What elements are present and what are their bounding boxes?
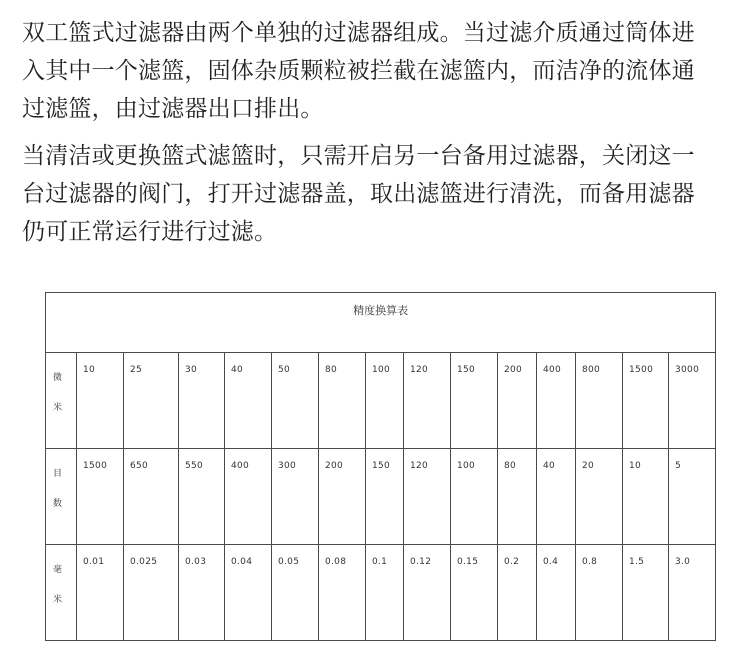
table-cell: 40 bbox=[225, 353, 272, 449]
row-header bbox=[46, 449, 77, 545]
table-cell: 0.2 bbox=[498, 545, 537, 641]
row-header-char: 米 bbox=[53, 403, 63, 413]
table-cell: 100 bbox=[451, 449, 498, 545]
precision-conversion-table bbox=[45, 292, 716, 641]
table-cell: 0.05 bbox=[272, 545, 319, 641]
table-cell: 400 bbox=[225, 449, 272, 545]
paragraph-cleaning bbox=[22, 137, 742, 251]
table-cell: 25 bbox=[124, 353, 179, 449]
row-header-char: 米 bbox=[53, 595, 63, 605]
table-cell: 200 bbox=[498, 353, 537, 449]
table-cell: 30 bbox=[179, 353, 225, 449]
table-cell: 0.025 bbox=[124, 545, 179, 641]
table-cell: 80 bbox=[319, 353, 366, 449]
table-cell: 400 bbox=[537, 353, 576, 449]
table-cell: 1.5 bbox=[623, 545, 669, 641]
paragraph-line: 入其中一个滤篮，固体杂质颗粒被拦截在滤篮内，而洁净的流体通 bbox=[22, 58, 695, 84]
micron-row bbox=[46, 353, 716, 449]
paragraph-line: 仍可正常运行进行过滤。 bbox=[22, 219, 278, 245]
table-cell: 10 bbox=[623, 449, 669, 545]
table-cell: 50 bbox=[272, 353, 319, 449]
mesh-row bbox=[46, 449, 716, 545]
row-header-char: 毫 bbox=[53, 565, 63, 575]
table-cell: 550 bbox=[179, 449, 225, 545]
table-cell: 120 bbox=[404, 449, 451, 545]
table-cell: 5 bbox=[669, 449, 716, 545]
row-header-char: 微 bbox=[53, 373, 63, 383]
table-cell: 3.0 bbox=[669, 545, 716, 641]
table-cell: 200 bbox=[319, 449, 366, 545]
table-cell: 0.04 bbox=[225, 545, 272, 641]
row-header-char: 数 bbox=[53, 499, 63, 509]
table-cell: 650 bbox=[124, 449, 179, 545]
paragraph-intro bbox=[22, 14, 742, 128]
table-cell: 150 bbox=[366, 449, 404, 545]
paragraph-line: 当清洁或更换篮式滤篮时，只需开启另一台备用过滤器，关闭这一 bbox=[22, 143, 695, 169]
table-cell: 0.08 bbox=[319, 545, 366, 641]
paragraph-line: 过滤篮，由过滤器出口排出。 bbox=[22, 96, 324, 122]
table-cell: 0.03 bbox=[179, 545, 225, 641]
row-header-char: 目 bbox=[53, 469, 63, 479]
table-cell: 10 bbox=[77, 353, 124, 449]
table-cell: 40 bbox=[537, 449, 576, 545]
table-cell: 100 bbox=[366, 353, 404, 449]
table-title: 精度换算表 bbox=[46, 293, 716, 353]
table-cell: 800 bbox=[576, 353, 623, 449]
table-cell: 1500 bbox=[623, 353, 669, 449]
row-header bbox=[46, 545, 77, 641]
paragraph-line: 台过滤器的阀门，打开过滤器盖，取出滤篮进行清洗，而备用滤器 bbox=[22, 181, 695, 207]
table-cell: 80 bbox=[498, 449, 537, 545]
table-cell: 0.12 bbox=[404, 545, 451, 641]
table-cell: 120 bbox=[404, 353, 451, 449]
paragraph-line: 双工篮式过滤器由两个单独的过滤器组成。当过滤介质通过筒体进 bbox=[22, 20, 695, 46]
table-cell: 0.4 bbox=[537, 545, 576, 641]
table-cell: 0.8 bbox=[576, 545, 623, 641]
table-cell: 1500 bbox=[77, 449, 124, 545]
table-cell: 0.01 bbox=[77, 545, 124, 641]
table-cell: 0.1 bbox=[366, 545, 404, 641]
table-cell: 150 bbox=[451, 353, 498, 449]
table-cell: 3000 bbox=[669, 353, 716, 449]
table-cell: 300 bbox=[272, 449, 319, 545]
table-cell: 20 bbox=[576, 449, 623, 545]
millimeter-row bbox=[46, 545, 716, 641]
table-cell: 0.15 bbox=[451, 545, 498, 641]
row-header bbox=[46, 353, 77, 449]
